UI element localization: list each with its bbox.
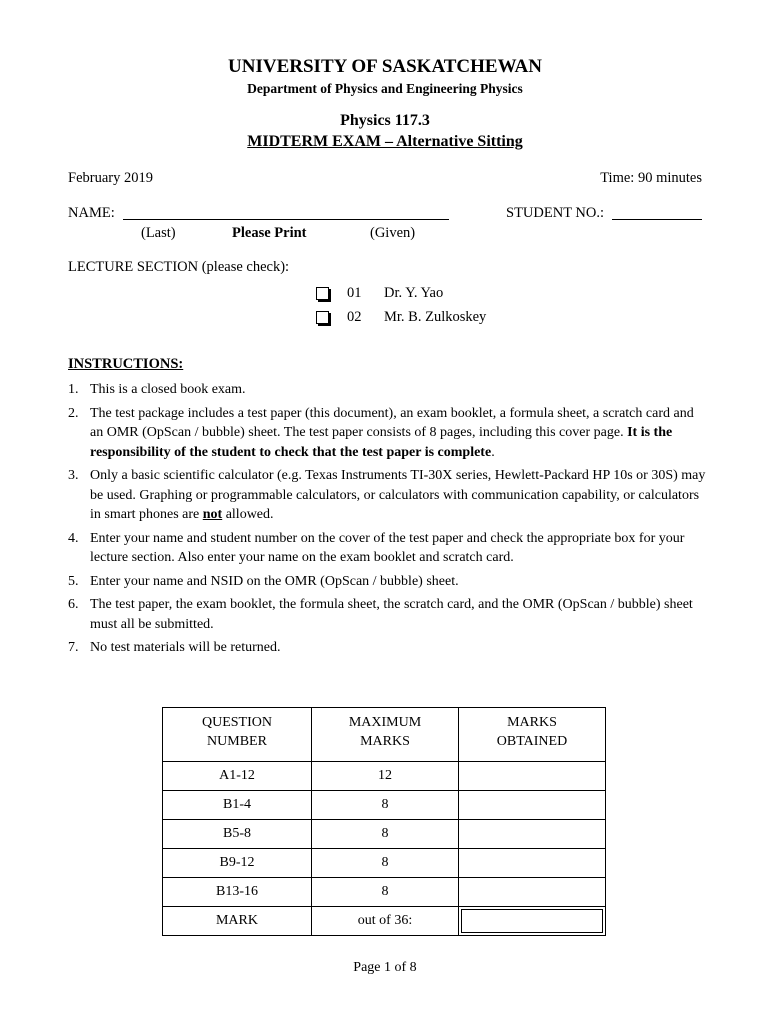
checkbox-icon[interactable] bbox=[316, 311, 329, 324]
given-name-hint: (Given) bbox=[370, 225, 416, 241]
total-label-cell: MARK bbox=[163, 907, 312, 936]
instruction-item: 2. The test package includes a test paper (this document), an exam booklet, a formula sheet, a scratch card and an OMR (OpScan / bubble) sheet. The test paper consists of 8 pages, including this cover page. It is the responsibility of the student to check that the test paper is complete. bbox=[68, 405, 694, 460]
instruction-item: 1. This is a closed book exam. bbox=[68, 382, 246, 397]
table-row bbox=[163, 820, 606, 849]
lecture-section-label: LECTURE SECTION (please check): bbox=[68, 259, 290, 275]
max-marks-cell: 8 bbox=[312, 878, 459, 907]
university-name: UNIVERSITY OF SASKATCHEWAN bbox=[228, 56, 542, 77]
question-cell: B9-12 bbox=[163, 849, 312, 878]
max-marks-cell: 8 bbox=[312, 820, 459, 849]
instructions-list bbox=[68, 380, 708, 662]
table-row bbox=[163, 849, 606, 878]
table-header-row bbox=[163, 708, 606, 762]
total-obtained-cell[interactable] bbox=[459, 907, 606, 936]
checkbox-icon[interactable] bbox=[316, 287, 329, 300]
column-header-question: QUESTION NUMBER bbox=[163, 708, 312, 762]
last-name-hint: (Last) bbox=[141, 225, 176, 241]
total-score-box[interactable] bbox=[461, 909, 603, 933]
section-number: 01 bbox=[347, 285, 362, 301]
marks-obtained-cell[interactable] bbox=[459, 791, 606, 820]
section-number: 02 bbox=[347, 309, 362, 325]
column-header-maximum: MAXIMUM MARKS bbox=[312, 708, 459, 762]
student-number-label: STUDENT NO.: bbox=[506, 205, 605, 221]
page-number: Page 1 of 8 bbox=[353, 960, 417, 975]
exam-title: MIDTERM EXAM – Alternative Sitting bbox=[247, 133, 523, 150]
student-number-field[interactable] bbox=[612, 219, 702, 220]
question-cell: B1-4 bbox=[163, 791, 312, 820]
column-header-obtained: MARKS OBTAINED bbox=[459, 708, 606, 762]
instruction-item: 7. No test materials will be returned. bbox=[68, 640, 281, 655]
question-cell: A1-12 bbox=[163, 762, 312, 791]
section-instructor: Dr. Y. Yao bbox=[384, 285, 444, 301]
department-name: Department of Physics and Engineering Physics bbox=[247, 81, 523, 96]
marks-obtained-cell[interactable] bbox=[459, 820, 606, 849]
exam-date: February 2019 bbox=[68, 170, 153, 186]
emphasis-text: not bbox=[202, 507, 223, 522]
question-cell: B5-8 bbox=[163, 820, 312, 849]
table-row bbox=[163, 878, 606, 907]
question-cell: B13-16 bbox=[163, 878, 312, 907]
name-label: NAME: bbox=[68, 205, 115, 221]
max-marks-cell: 8 bbox=[312, 791, 459, 820]
section-instructor: Mr. B. Zulkoskey bbox=[384, 309, 487, 325]
max-marks-cell: 12 bbox=[312, 762, 459, 791]
marks-obtained-cell[interactable] bbox=[459, 762, 606, 791]
instruction-item: 4. Enter your name and student number on the cover of the test paper and check the appropriate box for your lecture section. Also enter your name on the exam booklet and scratch card. bbox=[68, 530, 685, 565]
emphasis-text: It is the responsibility of the student to check that the test paper is complete bbox=[90, 425, 673, 460]
instructions-heading: INSTRUCTIONS: bbox=[68, 356, 184, 372]
marks-obtained-cell[interactable] bbox=[459, 849, 606, 878]
please-print-hint: Please Print bbox=[232, 225, 307, 241]
table-row bbox=[163, 791, 606, 820]
name-field[interactable] bbox=[123, 219, 449, 220]
instruction-item: 3. Only a basic scientific calculator (e.g. Texas Instruments TI-30X series, Hewlett-Packard HP 10s or 30S) may be used. Graphing or programmable calculators, or calculators with communication capability, or calculators in smart phones are not allowed. bbox=[68, 468, 706, 522]
instruction-item: 5. Enter your name and NSID on the OMR (OpScan / bubble) sheet. bbox=[68, 573, 459, 589]
table-total-row bbox=[163, 907, 606, 936]
table-row bbox=[163, 762, 606, 791]
exam-duration: Time: 90 minutes bbox=[600, 170, 702, 186]
total-max-cell: out of 36: bbox=[312, 907, 459, 936]
instruction-item: 6. The test paper, the exam booklet, the formula sheet, the scratch card, and the OMR (OpScan / bubble) sheet must all be submitted. bbox=[68, 597, 693, 632]
marks-table bbox=[162, 707, 606, 936]
marks-obtained-cell[interactable] bbox=[459, 878, 606, 907]
course-title: Physics 117.3 bbox=[340, 112, 430, 129]
max-marks-cell: 8 bbox=[312, 849, 459, 878]
